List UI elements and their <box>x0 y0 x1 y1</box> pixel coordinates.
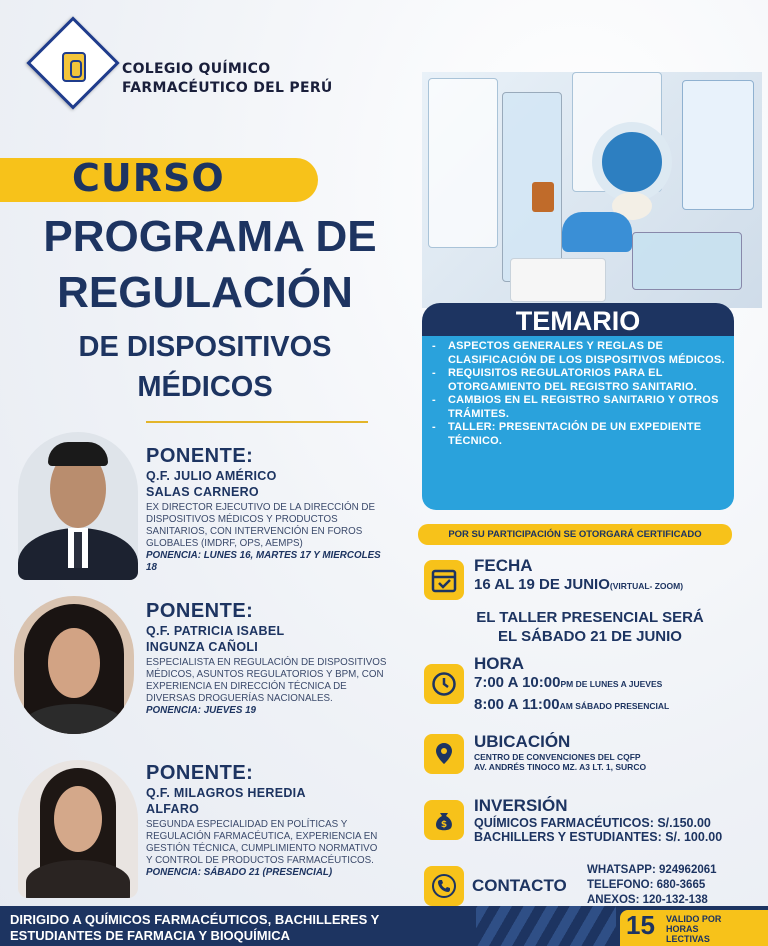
contacto-label: CONTACTO <box>472 876 567 895</box>
phone-icon <box>424 866 464 906</box>
logo-emblem-icon <box>62 52 86 82</box>
hours-number: 15 <box>626 910 655 940</box>
certificate-banner: POR SU PARTICIPACIÓN SE OTORGARÁ CERTIFICADO <box>418 524 732 545</box>
temario-box <box>422 336 734 510</box>
speaker-ponencia: PONENCIA: SÁBADO 21 (PRESENCIAL) <box>146 867 333 878</box>
title-line1: PROGRAMA DE <box>43 212 377 261</box>
hora-label: HORA <box>474 654 525 673</box>
footer-stripes <box>476 906 616 946</box>
footer-text <box>10 912 379 944</box>
temario-item: - TALLER: PRESENTACIÓN DE UN EXPEDIENTE TÉCNICO. <box>428 421 726 448</box>
inversion-line2: BACHILLERS Y ESTUDIANTES: S/. 100.00 <box>474 830 723 844</box>
footer-line2: ESTUDIANTES DE FARMACIA Y BIOQUÍMICA <box>10 928 291 943</box>
temario-title: TEMARIO <box>422 303 734 339</box>
speaker-photo-3 <box>18 760 138 898</box>
speaker-name: SALAS CARNERO <box>146 485 259 499</box>
title-line3: DE DISPOSITIVOS <box>78 331 332 363</box>
taller-note <box>420 608 760 646</box>
calendar-icon <box>424 560 464 600</box>
temario-item: - REQUISITOS REGULATORIOS PARA EL OTORGAMIENTO DEL REGISTRO SANITARIO. <box>428 367 726 394</box>
location-pin-icon <box>424 734 464 774</box>
speaker-2 <box>146 600 390 717</box>
temario-item: - CAMBIOS EN EL REGISTRO SANITARIO Y OTROS TRÁMITES. <box>428 394 726 421</box>
footer-line1: DIRIGIDO A QUÍMICOS FARMACÉUTICOS, BACHILLERES Y <box>10 912 380 927</box>
fecha-block <box>474 556 683 594</box>
hours-label <box>666 914 721 944</box>
speaker-heading: PONENTE: <box>146 600 254 622</box>
hours-label-line1: VALIDO POR <box>666 914 722 924</box>
speaker-name: Q.F. JULIO AMÉRICO <box>146 469 277 483</box>
money-bag-icon <box>424 800 464 840</box>
hours-label-line3: LECTIVAS <box>666 934 710 944</box>
ubicacion-line1: CENTRO DE CONVENCIONES DEL CQFP <box>474 752 641 762</box>
speaker-heading: PONENTE: <box>146 762 254 784</box>
speaker-ponencia: PONENCIA: LUNES 16, MARTES 17 Y MIERCOLES 18 <box>146 550 381 573</box>
speaker-ponencia: PONENCIA: JUEVES 19 <box>146 705 256 716</box>
speaker-name: ALFARO <box>146 802 200 816</box>
contacto-whatsapp[interactable]: WHATSAPP: 924962061 <box>587 864 717 876</box>
title-line4: MÉDICOS <box>137 371 273 403</box>
hora-note2: AM SÁBADO PRESENCIAL <box>559 701 670 711</box>
ubicacion-line2: AV. ANDRÉS TINOCO MZ. A3 LT. 1, SURCO <box>474 762 647 772</box>
fecha-value: 16 AL 19 DE JUNIO <box>474 576 610 593</box>
fecha-note: (VIRTUAL- ZOOM) <box>609 581 684 591</box>
svg-text:$: $ <box>440 820 448 830</box>
speaker-1 <box>146 445 390 574</box>
title-divider <box>146 421 368 423</box>
temario-item: - ASPECTOS GENERALES Y REGLAS DE CLASIFICACIÓN DE LOS DISPOSITIVOS MÉDICOS. <box>428 340 726 367</box>
ubicacion-block <box>474 732 646 772</box>
speaker-description: SEGUNDA ESPECIALIDAD EN POLÍTICAS Y REGULACIÓN FARMACÉUTICA, EXPERIENCIA EN GESTIÓN TÉCNICA, CUMPLIMIENTO NORMATIVO Y CONTROL DE PRODUCTOS FARMACÉUTICOS. <box>146 819 378 866</box>
inversion-line1: QUÍMICOS FARMACÉUTICOS: S/.150.00 <box>474 816 711 830</box>
inversion-block <box>474 796 722 844</box>
curso-label: CURSO <box>72 156 225 200</box>
hora-block <box>474 654 669 714</box>
speaker-photo-1 <box>18 432 138 580</box>
org-name-line2: FARMACÉUTICO DEL PERÚ <box>122 80 333 96</box>
speaker-name: Q.F. PATRICIA ISABEL <box>146 624 285 638</box>
org-name <box>122 60 333 98</box>
hours-badge <box>620 910 768 946</box>
hora-time1: 7:00 A 10:00 <box>474 674 561 691</box>
speaker-name: INGUNZA CAÑOLI <box>146 640 259 654</box>
speaker-3 <box>146 762 386 879</box>
clock-icon <box>424 664 464 704</box>
speaker-heading: PONENTE: <box>146 445 254 467</box>
ubicacion-label: UBICACIÓN <box>474 732 571 751</box>
hora-note1: PM DE LUNES A JUEVES <box>560 679 663 689</box>
title-line2: REGULACIÓN <box>57 268 353 317</box>
medical-devices-image <box>422 72 762 308</box>
speaker-photo-2 <box>14 596 134 734</box>
inversion-label: INVERSIÓN <box>474 796 568 815</box>
contacto-telefono[interactable]: TELEFONO: 680-3665 <box>587 879 706 891</box>
taller-line1: EL TALLER PRESENCIAL SERÁ <box>476 609 704 626</box>
fecha-label: FECHA <box>474 556 533 575</box>
speaker-name: Q.F. MILAGROS HEREDIA <box>146 786 306 800</box>
speaker-description: EX DIRECTOR EJECUTIVO DE LA DIRECCIÓN DE DISPOSITIVOS MÉDICOS Y PRODUCTOS SANITARIOS, CON INTERVENCIÓN EN FOROS GLOBALES (IMDRF, OPS, AEMPS) <box>146 502 375 549</box>
contacto-block <box>587 863 717 908</box>
hours-label-line2: HORAS <box>666 924 699 934</box>
hora-time2: 8:00 A 11:00 <box>474 696 560 713</box>
speaker-description: ESPECIALISTA EN REGULACIÓN DE DISPOSITIVOS MÉDICOS, ASUNTOS REGULATORIOS Y BPM, CON EXPERIENCIA EN DIRECCIÓN TÉCNICA DE DIVERSAS DROGUERÍAS NACIONALES. <box>146 657 387 704</box>
taller-line2: EL SÁBADO 21 DE JUNIO <box>498 628 682 645</box>
contacto-anexos: ANEXOS: 120-132-138 <box>587 894 708 906</box>
org-name-line1: COLEGIO QUÍMICO <box>122 61 271 77</box>
